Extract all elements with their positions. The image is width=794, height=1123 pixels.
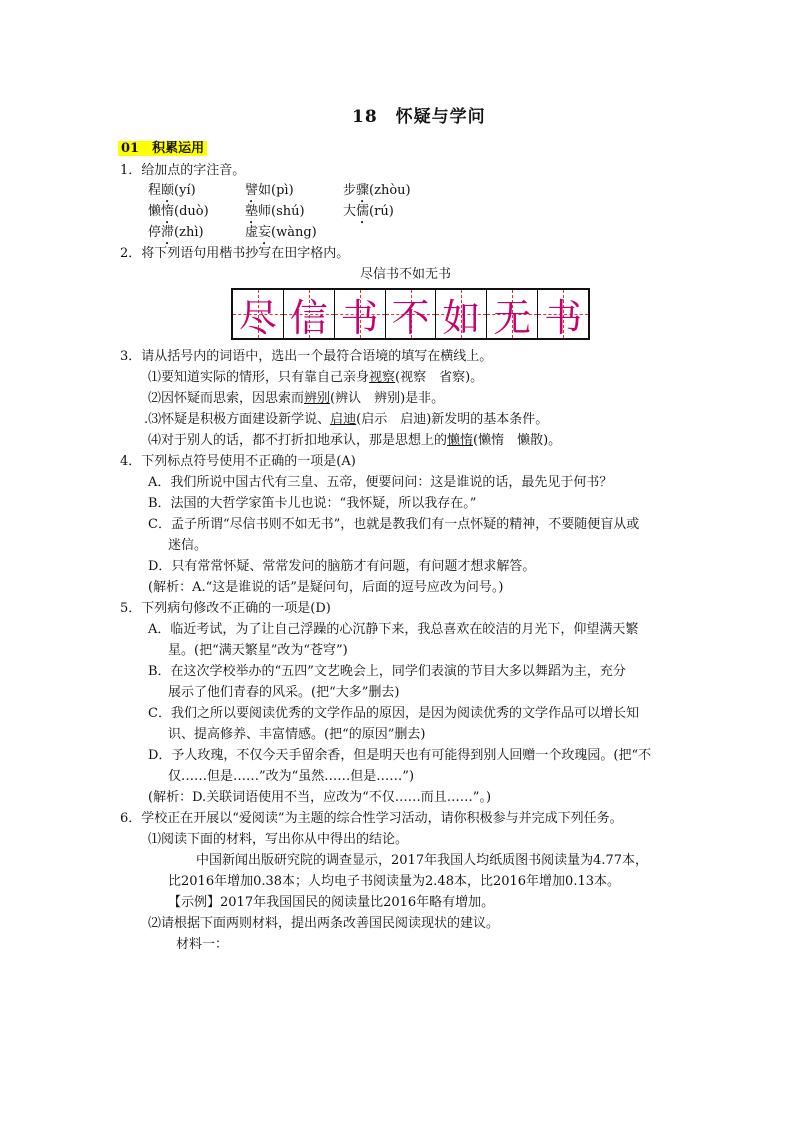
q4-stem: 4．下列标点符号使用不正确的一项是(A): [120, 454, 356, 469]
q3-answer: 启迪: [330, 412, 357, 427]
q6-material-line-2: 比2016年增加0.38本；人均电子书阅读量为2.48本，比2016年增加0.13本。: [168, 874, 621, 889]
q3-line-2: [148, 390, 444, 408]
grid-char: 不: [391, 295, 430, 340]
q3-text: .⑶怀疑是积极方面建设新学说、: [144, 412, 331, 427]
q5-option-c: C．我们之所以要阅读优秀的文学作品的原因，是因为阅读优秀的文学作品可以增长知: [148, 706, 639, 721]
q5-option-b: B．在这次学校举办的“五四”文艺晚会上，同学们表演的节目大多以舞蹈为主，充分: [148, 664, 626, 679]
q3-line-3: [144, 411, 548, 429]
q6-part-1: ⑴阅读下面的材料，写出你从中得出的结论。: [148, 832, 409, 847]
q4-option-c-cont: 迷信。: [168, 538, 208, 553]
q1-pinyin: (pì): [271, 183, 294, 198]
q2-stem: 2．将下列语句用楷书抄写在田字格内。: [120, 246, 350, 261]
section-heading: 01 积累运用: [118, 141, 207, 156]
q4-option-c: C．孟子所谓“尽信书则不如无书”，也就是教我们有一点怀疑的精神，不要随便盲从或: [148, 517, 640, 532]
q3-answer: 辨别: [304, 391, 331, 406]
q1-item: [343, 203, 394, 227]
q3-text: ⑴要知道实际的情形，只有靠自己亲身: [148, 370, 370, 385]
grid-cell: [233, 290, 284, 338]
q6-stem: 6．学校正在开展以“爱阅读”为主题的综合性学习活动，请你积极参与并完成下列任务。: [120, 811, 623, 826]
grid-cell: [436, 290, 487, 338]
grid-cell: [284, 290, 335, 338]
q5-option-d: D．予人玫瑰，不仅今天手留余香，但是明天也有可能得到别人回赠一个玫瑰园。(把“不: [148, 748, 652, 763]
q1-pinyin: (shú): [271, 204, 305, 219]
page-title: 18 怀疑与学问: [352, 107, 486, 127]
q3-answer: 视察: [369, 370, 396, 385]
q1-word: 虚: [245, 225, 259, 240]
q1-dotted-char: 颐: [161, 183, 175, 198]
q6-material-label: 材料一：: [176, 937, 229, 952]
tianzige-grid: [231, 288, 590, 340]
q1-word: 懒: [148, 204, 162, 219]
q4-option-a: A．我们所说中国古代有三皇、五帝，便要问问：这是谁说的话，最先见于何书？: [148, 475, 613, 490]
q4-option-b: B．法国的大哲学家笛卡儿也说：“我怀疑，所以我存在。”: [148, 496, 477, 511]
q1-dotted-char: 儒: [356, 204, 370, 219]
q4-analysis: (解析：A.“这是谁说的话”是疑问句，后面的逗号应改为问号。): [148, 580, 504, 595]
q1-pinyin: (zhì): [174, 225, 204, 240]
q3-text: ⑵因怀疑而思索，因思索而: [148, 391, 305, 406]
q3-stem: 3．请从括号内的词语中，选出一个最符合语境的填写在横线上。: [120, 349, 493, 364]
q1-dotted-char: 妄: [258, 225, 272, 240]
q5-option-d-cont: 仅……但是……”改为“虽然……但是……”): [168, 769, 415, 784]
q3-answer: 懒惰: [447, 433, 474, 448]
q5-option-b-cont: 展示了他们青春的风采。(把“大多”删去): [168, 685, 400, 700]
q5-analysis: (解析：D.关联词语使用不当，应改为“不仅……而且……”。): [148, 790, 492, 805]
grid-cell: [487, 290, 538, 338]
q3-text: ⑷对于别人的话，都不打折扣地承认，那是思想上的: [148, 433, 448, 448]
grid-char: 书: [544, 295, 583, 340]
grid-char: 信: [289, 295, 328, 340]
q6-material-line-1: 中国新闻出版研究院的调查显示，2017年我国人均纸质图书阅读量为4.77本，: [196, 853, 649, 868]
grid-cell: [538, 290, 588, 338]
q3-options: (启示 启迪)新发明的基本条件。: [356, 412, 549, 427]
q1-word: 如: [258, 183, 272, 198]
q3-options: (视察 省察)。: [395, 370, 484, 385]
q1-word: 师: [258, 204, 272, 219]
section-heading-wrap: [118, 140, 207, 158]
q1-pinyin: (duò): [174, 204, 209, 219]
grid-char: 无: [493, 295, 532, 340]
q1-dotted-char: 滞: [161, 225, 175, 240]
q1-pinyin: (wàng): [271, 225, 317, 240]
q5-option-a-cont: 星。(把“满天繁星”改为“苍穹”): [168, 643, 348, 658]
q5-option-c-cont: 识、提高修养、丰富情感。(把“的原因”删去): [168, 727, 426, 742]
q1-pinyin: (yí): [174, 183, 196, 198]
q3-line-4: [148, 432, 561, 450]
q1-word: 程: [148, 183, 162, 198]
q1-pinyin: (zhòu): [369, 183, 411, 198]
q3-options: (辨认 辨别)是非。: [330, 391, 445, 406]
q6-part-2: ⑵请根据下面两则材料，提出两条改善国民阅读现状的建议。: [148, 916, 500, 931]
q1-word: 大: [343, 204, 357, 219]
q3-options: (懒惰 懒散)。: [473, 433, 562, 448]
grid-cell: [335, 290, 386, 338]
q4-option-d: D．只有常常怀疑、常常发问的脑筋才有问题，有问题才想求解答。: [148, 559, 536, 574]
q1-stem: 1．给加点的字注音。: [120, 163, 246, 178]
q1-word: 步: [343, 183, 357, 198]
q2-phrase: 尽信书不如无书: [360, 267, 452, 282]
q1-word: 停: [148, 225, 162, 240]
grid-char: 如: [442, 295, 481, 340]
q1-dotted-char: 譬: [245, 183, 259, 198]
q5-option-a: A．临近考试，为了让自己浮躁的心沉静下来，我总喜欢在皎洁的月光下，仰望满天繁: [148, 622, 639, 637]
grid-char: 书: [340, 295, 379, 340]
q3-line-1: [148, 369, 483, 387]
q1-dotted-char: 骤: [356, 183, 370, 198]
q5-stem: 5．下列病句修改不正确的一项是(D): [120, 601, 331, 616]
q6-example: 【示例】2017年我国国民的阅读量比2016年略有增加。: [168, 895, 495, 910]
q1-pinyin: (rú): [369, 204, 394, 219]
q1-dotted-char: 惰: [161, 204, 175, 219]
q1-dotted-char: 塾: [245, 204, 259, 219]
grid-cell: [386, 290, 437, 338]
grid-char: 尽: [238, 295, 277, 340]
